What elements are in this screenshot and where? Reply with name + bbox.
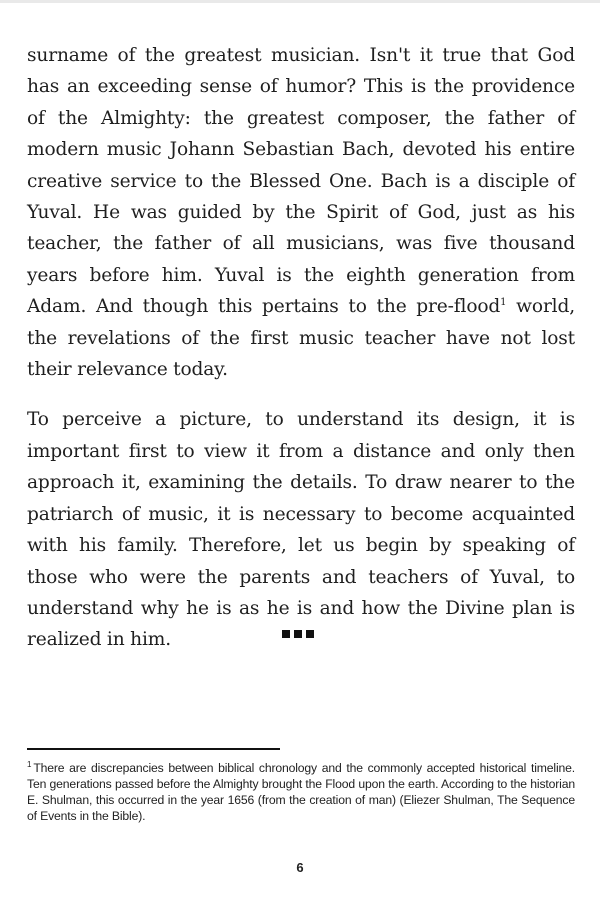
body-paragraph-2: To perceive a picture, to understand its design, it is important first to view it from a distance and only then approach it, examining the details. To draw nearer to the patriarch of music, it is necessary to become acquainted with his family. Therefore, let us begin by speaking of those who were the parents and teachers of Yuval, to understand why he is as he is and how the Divine plan is realized in him. <box>27 409 575 651</box>
body-paragraph-1 <box>27 40 575 385</box>
footnote-divider <box>27 748 280 750</box>
top-border-rule <box>0 0 600 3</box>
separator-square-icon <box>294 630 302 638</box>
page-text-column <box>27 40 575 656</box>
paragraph-1-text-end: world, the revelations of the first music teacher have not lost their relevance today. <box>27 296 575 381</box>
footnote-marker: 1 <box>27 759 32 769</box>
footnote-reference-1[interactable]: 1 <box>500 297 507 309</box>
separator-square-icon <box>306 630 314 638</box>
separator-square-icon <box>282 630 290 638</box>
page-number: 6 <box>296 860 304 875</box>
section-separator <box>282 630 314 638</box>
footnote-text: There are discrepancies between biblical chronology and the commonly accepted historical timeline. Ten generations passed before the Almighty brought the Flood upon the earth. According to the historian E. Shulman, this occurred in the year 1656 (from the creation of man) (Eliezer Shulman, The Sequence of Events in the Bible). <box>27 761 575 823</box>
paragraph-1-text-start: surname of the greatest musician. Isn't it true that God has an exceeding sense of humor? This is the providence of the Almighty: the greatest composer, the father of modern music Johann Sebastian Bach, devoted his entire creative service to the Blessed One. Bach is a disciple of Yuval. He was guided by the Spirit of God, just as his teacher, the father of all musicians, was five thousand years before him. Yuval is the eighth generation from Adam. And though this pertains to the pre-flood <box>27 45 575 318</box>
footnote-1 <box>27 760 575 824</box>
